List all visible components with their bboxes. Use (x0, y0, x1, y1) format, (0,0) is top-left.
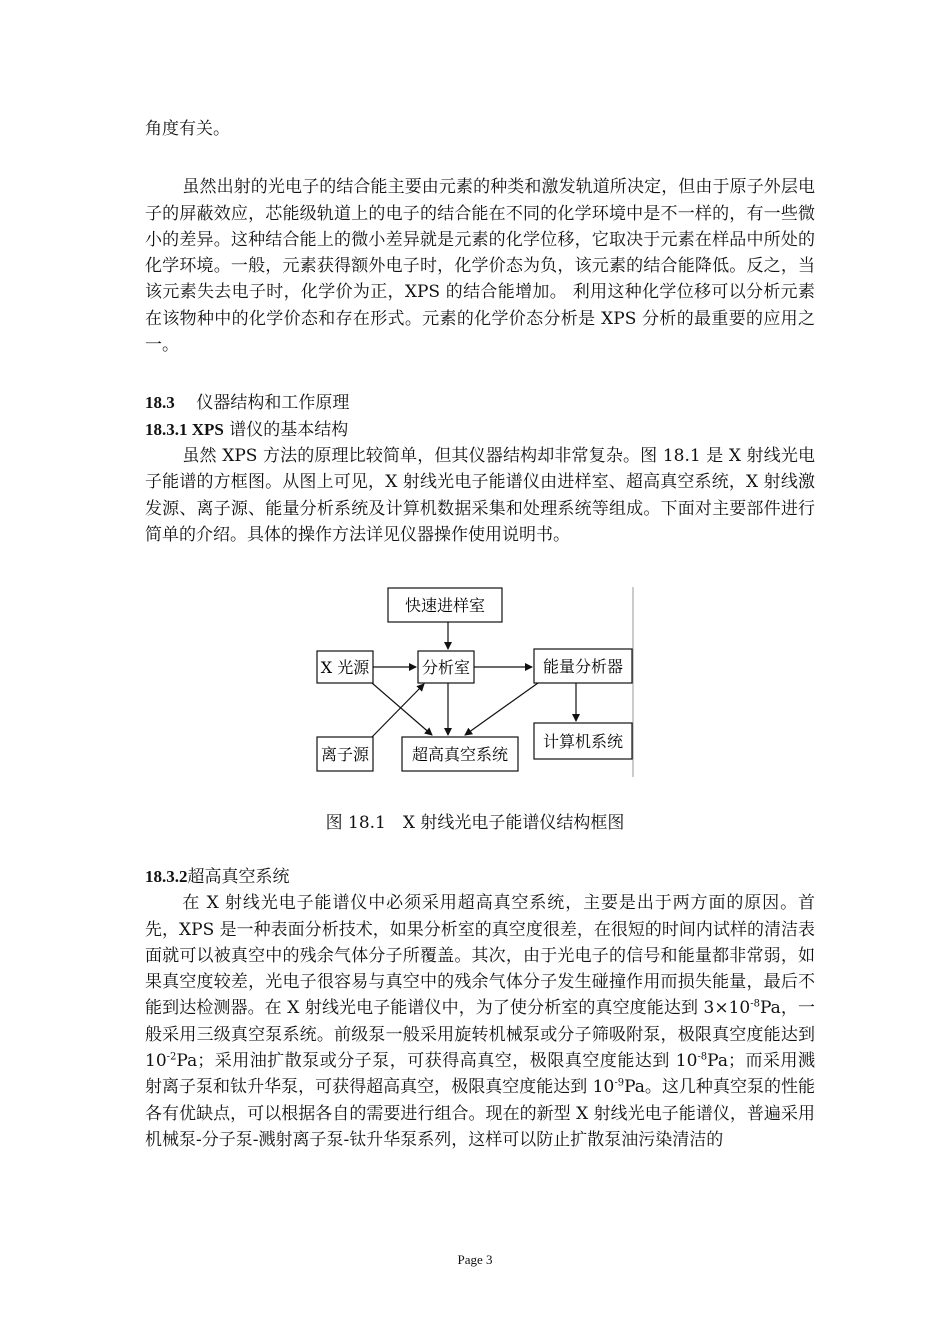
paragraph-uhv-part-2: Pa，一般采用三级真空泵系统。前级泵一般采用旋转机械泵或分子筛吸附泵，极限真空度能达到 10 (145, 998, 816, 1072)
arrow-analyzer-to-uhv (465, 683, 538, 735)
label-xray-source: X 光源 (320, 658, 370, 677)
box-xray-source (317, 651, 373, 683)
section-heading-18-3-1 (145, 417, 815, 443)
exponent-4: -9 (614, 1077, 625, 1089)
label-sample-room: 快速进样室 (404, 596, 486, 615)
box-computer-system (534, 723, 632, 759)
label-energy-analyzer: 能量分析器 (542, 657, 624, 676)
label-analysis-chamber: 分析室 (421, 658, 471, 677)
box-analysis-chamber (418, 651, 474, 683)
label-computer-system: 计算机系统 (542, 732, 624, 751)
paragraph-continuation: 角度有关。 (145, 119, 230, 139)
diagram-svg (312, 587, 634, 777)
paragraph-uhv-part-3: Pa；采用油扩散泵或分子泵，可获得高真空，极限真空度能达到 10 (176, 1051, 698, 1072)
box-ion-source (317, 737, 373, 771)
exponent-3: -8 (697, 1051, 708, 1063)
box-energy-analyzer (534, 649, 632, 683)
section-title: 仪器结构和工作原理 (196, 393, 350, 414)
page-number: Page 3 (457, 1252, 493, 1267)
paragraph-structure: 虽然 XPS 方法的原理比较简单，但其仪器结构却非常复杂。图 18.1 是 X 射线光电子能谱的方框图。从图上可见，X 射线光电子能谱仪由进样室、超高真空系统，X 射线激发源、离子源、能量分析系统及计算机数据采集和处理系统等组成。下面对主要部件进行简单的介绍。具体的操作方法详见仪器操作使用说明书。 (145, 445, 815, 545)
subsection-number: 18.3.2 (145, 867, 188, 886)
block-diagram (312, 587, 634, 777)
box-sample-room (388, 588, 502, 622)
arrow-ion-to-analysis (372, 684, 424, 737)
subsection-title: 超高真空系统 (187, 867, 290, 887)
figure-caption: 图 18.1 X 射线光电子能谱仪结构框图 (325, 813, 625, 833)
label-ion-source: 离子源 (320, 745, 370, 764)
paragraph-uhv-part-5: Pa。这几种真空泵的性能各有优缺点，可以根据各自的需要进行组合。现在的新型 X 射线光电子能谱仪，普遍采用机械泵-分子泵-溅射离子泵-钛升华泵系列，这样可以防止扩散泵油污染清洁的 (145, 1077, 815, 1150)
section-heading-18-3-2 (145, 864, 815, 890)
exponent-2: -2 (166, 1051, 177, 1063)
section-number: 18.3 (145, 393, 175, 413)
subsection-number: 18.3.1 XPS (145, 419, 224, 439)
paragraph-uhv-part-1: 在 X 射线光电子能谱仪中必须采用超高真空系统，主要是出于两方面的原因。首先，XPS 是一种表面分析技术，如果分析室的真空度很差，在很短的时间内试样的清洁表面就可以被真空中的残余气体分子所覆盖。其次，由于光电子的信号和能量都非常弱，如果真空度较差，光电子很容易与真空中的残余气体分子发生碰撞作用而损失能量，最后不能到达检测器。在 X 射线光电子能谱仪中，为了使分析室的真空度能达到 3×10 (145, 893, 815, 1019)
label-uhv-system: 超高真空系统 (411, 745, 509, 764)
box-uhv-system (402, 737, 518, 771)
subsection-title: 谱仪的基本结构 (229, 419, 349, 440)
paragraph-uhv-part-4: Pa；而采用溅射离子泵和钛升华泵，可获得超高真空，极限真空度能达到 10 (145, 1051, 815, 1098)
section-heading-18-3 (145, 390, 815, 416)
paragraph-chemical-shift: 虽然出射的光电子的结合能主要由元素的种类和激发轨道所决定，但由于原子外层电子的屏蔽效应，芯能级轨道上的电子的结合能在不同的化学环境中是不一样的，有一些微小的差异。这种结合能上的微小差异就是元素的化学位移，它取决于元素在样品中所处的化学环境。一般，元素获得额外电子时，化学价态为负，该元素的结合能降低。反之，当该元素失去电子时，化学价为正，XPS 的结合能增加。 利用这种化学位移可以分析元素在该物种中的化学价态和存在形式。元素的化学价态分析是 XPS 分析的最重要的应用之一。 (145, 177, 815, 356)
exponent-1: -8 (750, 998, 760, 1010)
body-block-bottom (145, 864, 815, 1153)
paragraph-uhv (145, 890, 815, 1153)
body-block-top (145, 116, 815, 548)
